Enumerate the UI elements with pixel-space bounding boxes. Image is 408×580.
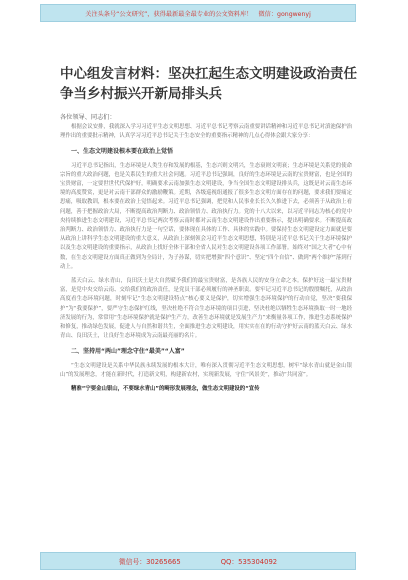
banner-promo-text: 关注头条号“公文研究”，获得最新最全最专业的公文资料库！ <box>85 10 253 18</box>
document-title: 中心组发言材料：坚决扛起生态文明建设政治责任争当乡村振兴开新局排头兵 <box>60 66 357 102</box>
banner-wechat-text: 微信：gongwenyj <box>258 10 311 18</box>
footer-qq: QQ：535304092 <box>220 558 278 566</box>
top-banner <box>40 4 356 22</box>
intro-paragraph: 根据会议安排，我就深入学习习近平生态文明思想、习近平总书记考察云南重要讲话精神和习近平总书记对滇池保护治理作出的重要批示精神，认真学习习近平总书记关于生态安全的重要指示精神的几点心得体会跟大家分享： <box>60 124 352 140</box>
document-body <box>60 123 352 399</box>
section-2-paragraph-2: 精准“宁要金山银山，不要绿水青山”的畸形发展理念，做生态文明建设的“宣传 <box>71 386 260 393</box>
bottom-banner <box>40 552 356 570</box>
greeting: 各位领导、同志们： <box>60 114 116 121</box>
section-1-paragraph-2: 蓝天白云、绿水青山，良田沃土是大自然赋予我们的最宝贵财富，是各族人民的安身立命之本。保护好这一最宝贵财富，是党中央交给云南、交给我们的政治责任，是党员干部必须履行的神圣职责。要牢记习近平总书记的殷殷嘱托，从政治高度看生态环境问题，时刻牢记“生态文明建设特点”核心要义是保护，切实增强生态环境保护的行动自觉，坚决“要我保护”为“我要保护”，要严守生态保护红线，坚决杜绝不符合生态环境的项目引进，坚决杜绝以牺牲生态环境换取一时一地经济发展的行为，常常用“生态环境保护就是保护生产力，改善生态环境就是发展生产力”来衡量各项工作，推进生态系统保护和修复，推动绿色发展，促进人与自然和谐共生，全面推进生态文明建设，用实实在在的行动守护好云南的蓝天白云、绿水青山、良田沃土，让良好生态环境成为云南最亮丽的名片。 <box>60 278 352 340</box>
section-2-paragraph-1: “生态文明建设是关系中华民族永续发展的根本大计，唯有深入贯彻习近平生态文明思想，树牢“绿水青山就是金山银山”的发展理念，才能在新时代，打造新文明，构建新农村，实现新发展，守住“风景美”，推动“共同富”。 <box>60 362 352 378</box>
section-2-heading: 二、坚持用“两山”理念守住“最美”“人富” <box>71 348 185 356</box>
section-1-paragraph-1: 习近平总书记指出，生态环境是人类生存和发展的根基，生态兴则文明兴，生态衰则文明衰；生态环境是关系党的使命宗旨的重大政治问题，也是关系民生的重大社会问题。习近平总书记强调，良好的生态环境是云南的宝贵财富，也是全国的宝贵财富，一定要世世代代保护好，明确要求云南加强生态文明建设，争当全国生态文明建设排头兵，这既是对云南生态环境的高度赞赏，更是对云南干部群众的激励鞭策。近期，各级巡视组通报了很多生态文明方面存在的问题，要求我们要痛定思痛，吸取教训，根本要在政治上觉悟起来。习近平总书记强调，把党和人民事业长长久久推进下去，必须善于从政治上看问题，善于把握政治大局，不断提高政治判断力、政治领悟力、政治执行力。党的十八大以来，以习近平同志为核心的党中央持续推进生态文明建设，习近平总书记两次考察云南时都对云南生态文明建设作出重要指示，提出明确要求。不断提高政治判断力、政治领悟力、政治执行力是一句空话，要体现在具体的工作、具体的实践中。要保持生态文明建设定力面就是要从政治上讲科学生态文明建设的重大意义，从政治上深刻领会习近平生态文明思想，特别是习近平总书记关于生态环境保护以及生态文明建设的重要指示，从政治上找好全体干部和全省人民对生态文明建设各项工作部署。始终对“国之大者”心中有数，在生态文明建设方面真正做到为全局计，为子孙谋，切实把增强“四个意识”、坚定“四个自信”、做到“两个维护”落到行动上。 <box>60 162 352 270</box>
footer-wechat: 微信号：30265665 <box>118 558 181 566</box>
section-1-heading: 一、生态文明建设根本要在政治上觉悟 <box>71 148 174 156</box>
